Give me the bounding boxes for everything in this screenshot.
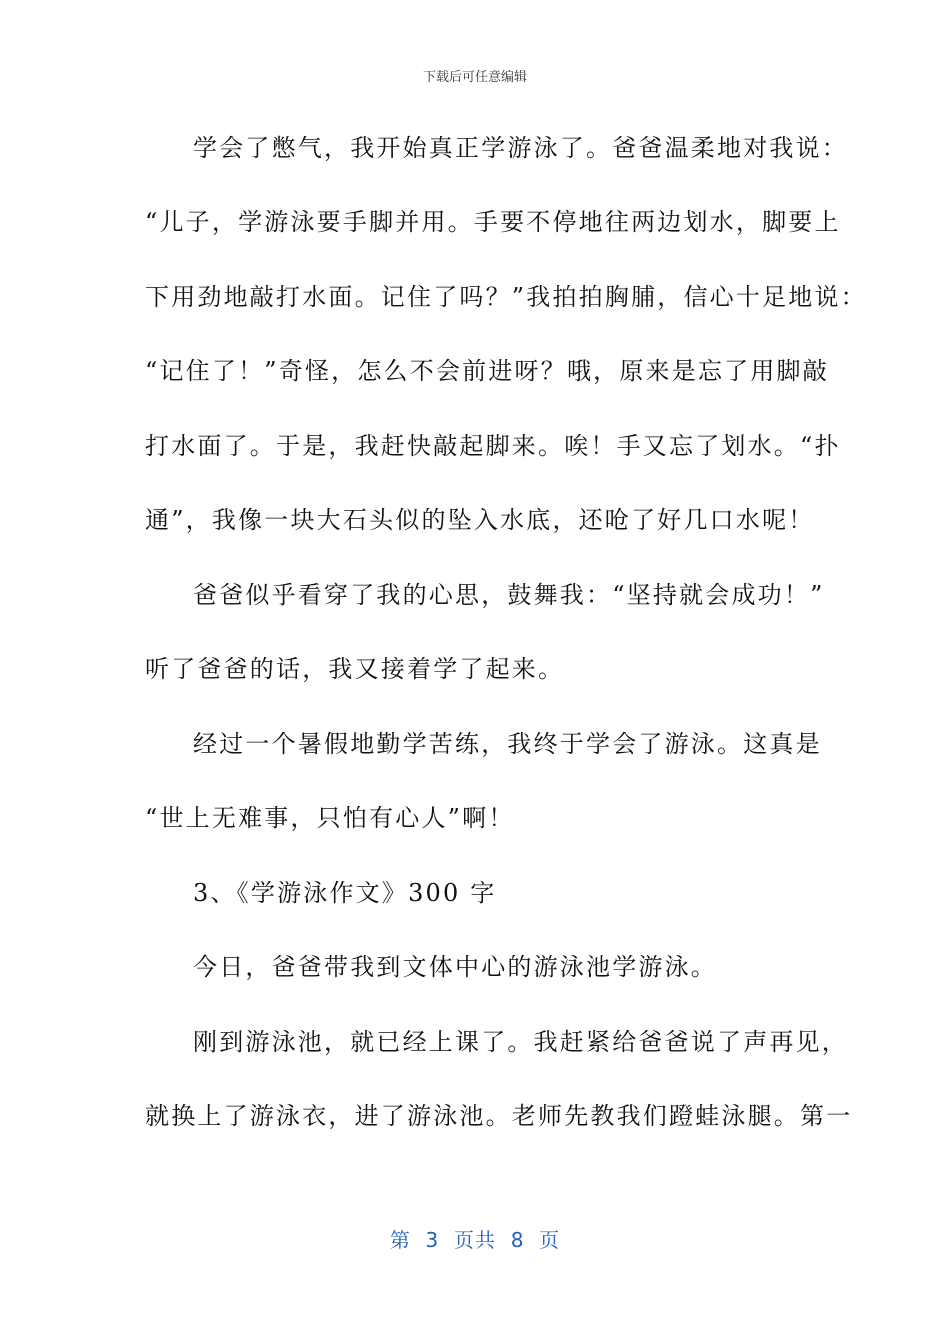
paragraph-line: 今日，爸爸带我到文体中心的游泳池学游泳。: [193, 953, 717, 981]
paragraph-line: 经过一个暑假地勤学苦练，我终于学会了游泳。这真是: [193, 730, 822, 758]
paragraph-line: 下用劲地敲打水面。记住了吗？”我拍拍胸脯，信心十足地说：: [145, 283, 867, 311]
paragraph-line: 刚到游泳池，就已经上课了。我赶紧给爸爸说了声再见，: [193, 1028, 848, 1056]
paragraph-line: 打水面了。于是，我赶快敲起脚来。唉！手又忘了划水。“扑: [145, 432, 841, 460]
paragraph-line: 爸爸似乎看穿了我的心思，鼓舞我：“坚持就会成功！”: [193, 581, 825, 609]
page-number-footer: [0, 1224, 950, 1253]
page-header-note: 下载后可任意编辑: [422, 70, 527, 85]
paragraph-line: “世上无难事，只怕有心人”啊！: [145, 804, 515, 832]
paragraph-line: 学会了憋气，我开始真正学游泳了。爸爸温柔地对我说：: [193, 134, 848, 162]
section-heading: 3、《学游泳作文》300 字: [193, 879, 497, 907]
paragraph-line: 就换上了游泳衣，进了游泳池。老师先教我们蹬蛙泳腿。第一: [145, 1102, 853, 1130]
paragraph-line: 听了爸爸的话，我又接着学了起来。: [145, 655, 565, 683]
paragraph-line: 通”，我像一块大石头似的坠入水底，还呛了好几口水呢！: [145, 506, 815, 534]
paragraph-line: “记住了！”奇怪，怎么不会前进呀？哦，原来是忘了用脚敲: [145, 357, 829, 385]
page-number-label: 第 3 页共 8 页: [389, 1228, 561, 1252]
paragraph-line: “儿子，学游泳要手脚并用。手要不停地往两边划水，脚要上: [145, 208, 841, 236]
